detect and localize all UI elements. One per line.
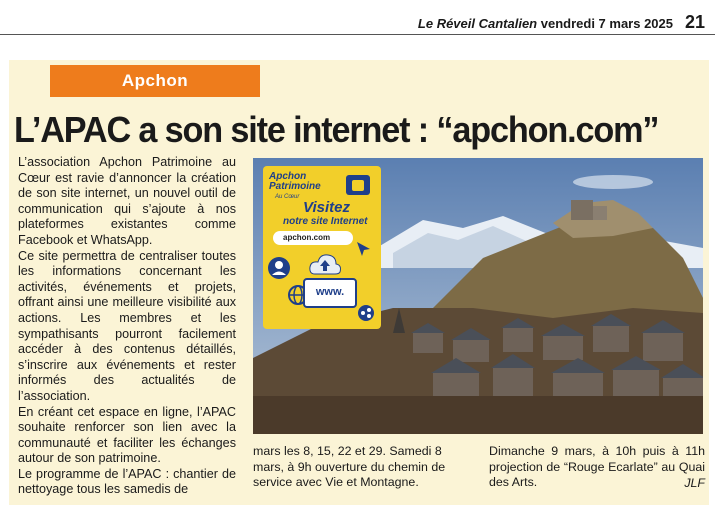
share-icon — [357, 304, 375, 322]
article-column-1 — [18, 155, 236, 498]
cloud-upload-icon — [307, 250, 343, 278]
section-tag: Apchon — [50, 65, 260, 97]
promo-visitez: Visitez — [303, 199, 350, 216]
user-icon — [267, 256, 291, 280]
promo-brand-tagline: Au Cœur — [275, 194, 300, 200]
page-number: 21 — [684, 12, 705, 32]
promo-notre-site: notre site Internet — [283, 216, 368, 227]
article-column-3: Dimanche 9 mars, à 10h puis à 11h projection de “Rouge Ecarlate” au Quai des Arts. — [489, 444, 705, 490]
paragraph: Le programme de l’APAC : chantier de nettoyage tous les samedis de — [18, 466, 236, 497]
cursor-icon — [355, 240, 373, 258]
paragraph: L’association Apchon Patrimoine au Cœur est ravie d’annoncer la création de son site internet, un nouvel outil de communication qui s’ajoute à nos plateformes existantes comme Facebook et WhatsApp. — [18, 155, 236, 247]
thumbs-up-icon — [343, 172, 373, 198]
website-promo-card — [263, 166, 381, 329]
publication-name: Le Réveil Cantalien — [417, 16, 538, 31]
header-divider — [0, 34, 715, 35]
page-header — [0, 0, 715, 36]
publication-date: vendredi 7 mars 2025 — [540, 16, 673, 31]
author-signature: JLF — [684, 476, 705, 490]
promo-brand: Apchon Patrimoine — [269, 171, 321, 192]
publication-line — [418, 16, 673, 31]
article-headline: L’APAC a son site internet : “apchon.com” — [14, 109, 659, 150]
promo-url-bar: apchon.com — [273, 231, 353, 245]
paragraph: En créant cet espace en ligne, l’APAC souhaite renforcer son lien avec la communauté et faciliter les échanges autour de son patrimoine. — [18, 404, 236, 466]
promo-www-badge: www. — [303, 278, 357, 308]
paragraph: Ce site permettra de centraliser toutes les informations concernant les activités, événements et projets, offrant ainsi une meilleure visibilité aux actions. Les membres et les sympathisants pourront facilement accéder à des contenus détaillés, s’inscrire aux événements et rester informés des actualités de l’association. — [18, 248, 236, 403]
article-column-2: mars les 8, 15, 22 et 29. Samedi 8 mars, à 9h ouverture du chemin de service avec Vie et Montagne. — [253, 444, 446, 490]
